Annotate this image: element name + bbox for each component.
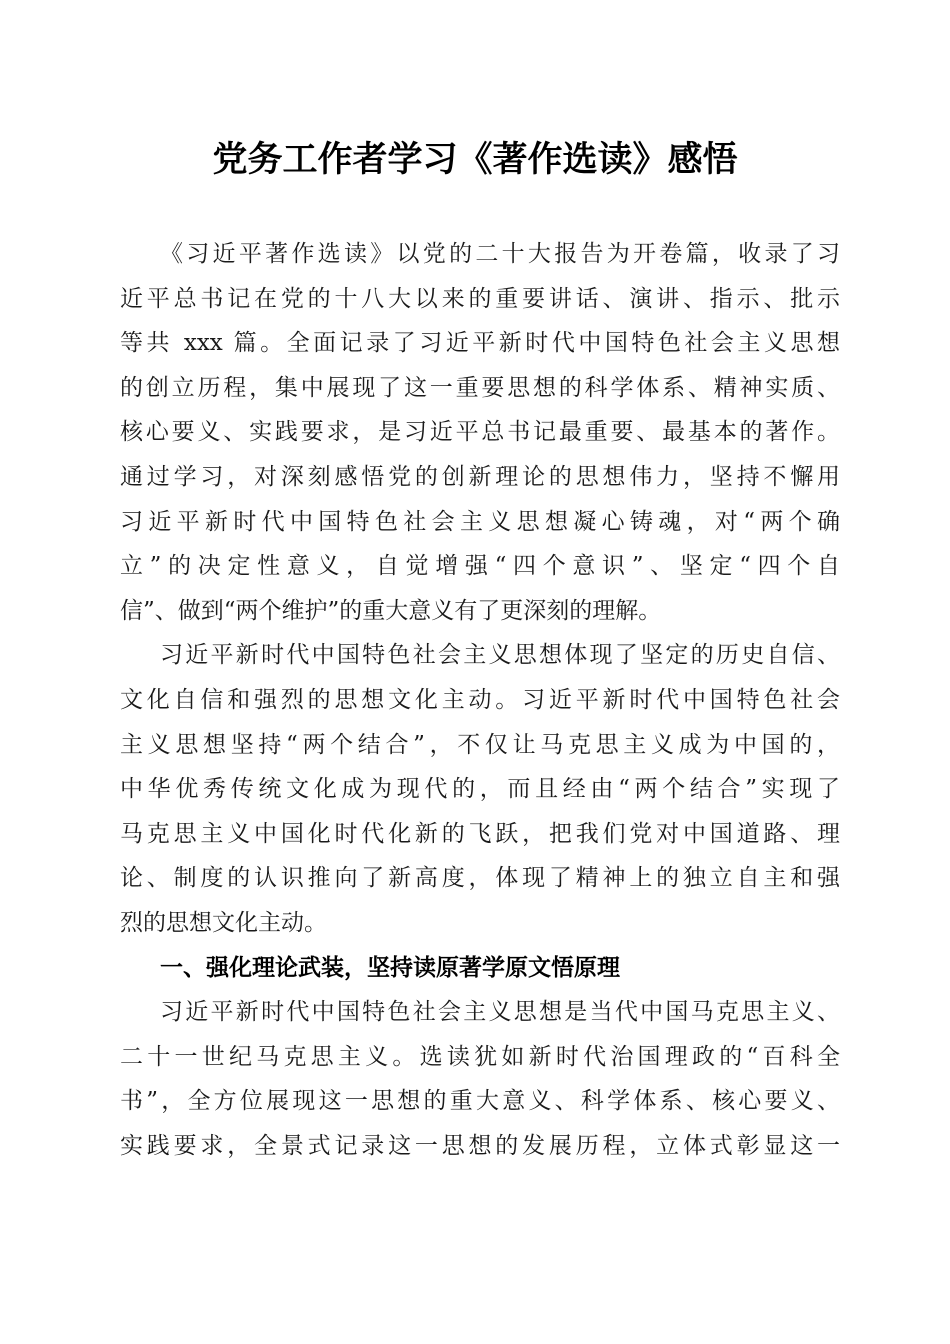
text-line: 主义思想坚持“两个结合”，不仅让马克思主义成为中国的， (120, 731, 840, 758)
text-line: 近平总书记在党的十八大以来的重要讲话、演讲、指示、批示 (120, 285, 840, 312)
text-line: 等共 xxx 篇。全面记录了习近平新时代中国特色社会主义思想 (120, 330, 840, 357)
text-line: 马克思主义中国化时代化新的飞跃，把我们党对中国道路、理 (120, 820, 840, 847)
text-line: 书”，全方位展现这一思想的重大意义、科学体系、核心要义、 (120, 1088, 840, 1115)
text-line: 二十一世纪马克思主义。选读犹如新时代治国理政的“百科全 (120, 1043, 840, 1070)
text-line: 核心要义、实践要求，是习近平总书记最重要、最基本的著作。 (120, 419, 840, 446)
text-line: 信”、做到“两个维护”的重大意义有了更深刻的理解。 (120, 597, 662, 624)
section-heading: 一、强化理论武装，坚持读原著学原文悟原理 (160, 954, 620, 981)
document-body (120, 232, 840, 1168)
text-line: 论、制度的认识推向了新高度，体现了精神上的独立自主和强 (120, 865, 840, 892)
text-line: 的创立历程，集中展现了这一重要思想的科学体系、精神实质、 (120, 374, 840, 401)
text-line: 习近平新时代中国特色社会主义思想是当代中国马克思主义、 (160, 999, 840, 1026)
text-line: 中华优秀传统文化成为现代的，而且经由“两个结合”实现了 (120, 776, 840, 803)
text-line: 习近平新时代中国特色社会主义思想体现了坚定的历史自信、 (160, 642, 840, 669)
text-line: 文化自信和强烈的思想文化主动。习近平新时代中国特色社会 (120, 686, 840, 713)
text-line: 通过学习，对深刻感悟党的创新理论的思想伟力，坚持不懈用 (120, 463, 840, 490)
text-line: 实践要求，全景式记录这一思想的发展历程，立体式彰显这一 (120, 1132, 840, 1159)
text-line: 烈的思想文化主动。 (120, 909, 327, 936)
text-line: 《习近平著作选读》以党的二十大报告为开卷篇，收录了习 (160, 241, 840, 267)
text-line: 习近平新时代中国特色社会主义思想凝心铸魂，对“两个确 (120, 508, 840, 535)
document-title: 党务工作者学习《著作选读》感悟 (212, 139, 738, 180)
text-line: 立”的决定性意义，自觉增强“四个意识”、坚定“四个自 (120, 553, 840, 580)
